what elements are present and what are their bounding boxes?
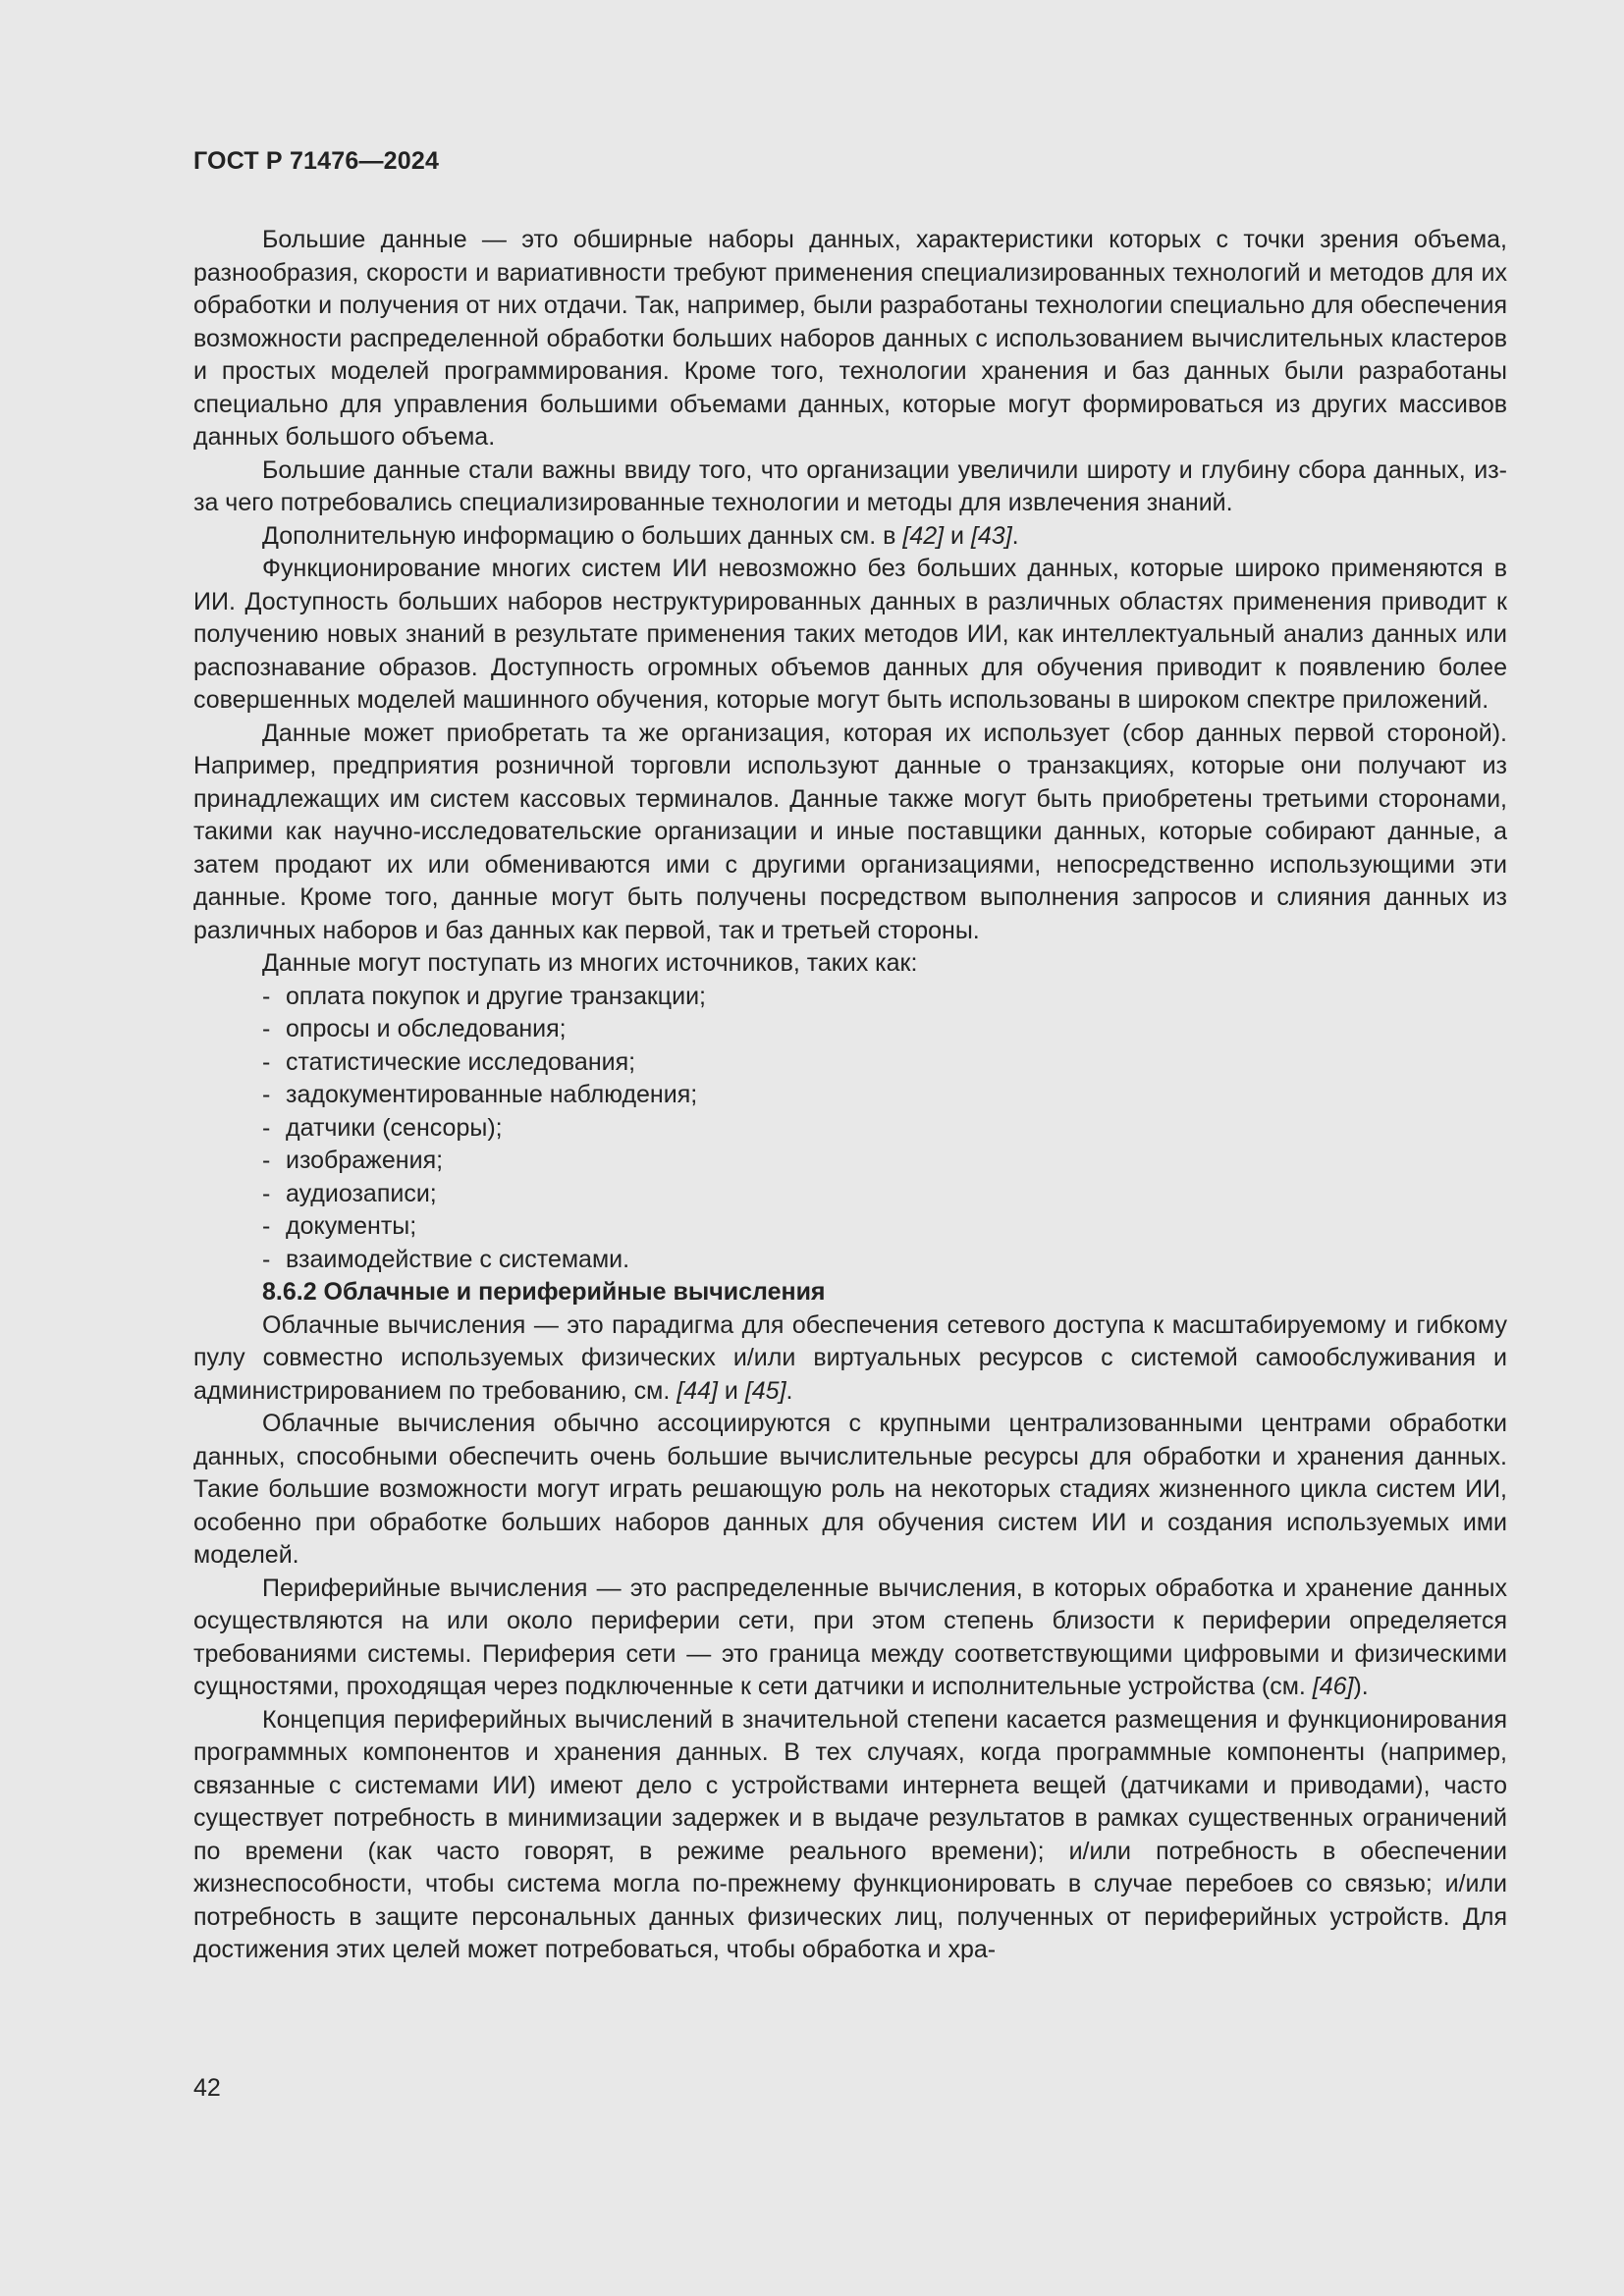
list-item-text: документы; — [286, 1212, 417, 1240]
text: и — [944, 521, 971, 550]
list-item — [262, 1013, 1507, 1046]
text: Периферийные вычисления — это распределенные вычисления, в которых обработка и хранение данных осуществляются на или около периферии сети, при этом степень близости к периферии определяется требованиями системы. Периферия сети — это граница между соответствующими цифровыми и физическими сущностями, проходящая через подключенные к сети датчики и исполнительные устройства (см. — [193, 1574, 1507, 1700]
paragraph-data-sources-intro: Данные могут поступать из многих источников, таких как: — [262, 949, 918, 977]
paragraph-edge-concept: Концепция периферийных вычислений в значительной степени касается размещения и функционирования программных компонентов и хранения данных. В тех случаях, когда программные компоненты (например, связанные с системами ИИ) имеют дело с устройствами интернета вещей (датчиками и приводами), часто существует потребность в минимизации задержек и в выдаче результатов в рамках существенных ограничений по времени (как часто говорят, в режиме реального времени); и/или потребность в обеспечении жизнеспособности, чтобы система могла по-прежнему функционировать в случае перебоев со связью; и/или потребность в защите персональных данных физических лиц, полученных от периферийных устройств. Для достижения этих целей может потребоваться, чтобы обработка и хра- — [193, 1705, 1507, 1963]
list-item-text: статистические исследования; — [286, 1047, 636, 1076]
list-item — [262, 981, 1507, 1014]
list-marker: - — [262, 1047, 271, 1076]
list-item — [262, 1079, 1507, 1112]
list-item — [262, 1112, 1507, 1146]
list-item-text: задокументированные наблюдения; — [286, 1081, 698, 1108]
text: . — [1011, 521, 1019, 550]
section-heading-cloud-edge: 8.6.2 Облачные и периферийные вычисления — [262, 1278, 826, 1306]
list-item-text: оплата покупок и другие транзакции; — [286, 982, 707, 1010]
text: Облачные вычисления — это парадигма для обеспечения сетевого доступа к масштабируемому и гибкому пулу совместно используемых физических и/или виртуальных ресурсов с системой самообслуживания и администрированием по требованию, см. — [193, 1310, 1507, 1405]
list-marker: - — [262, 1147, 271, 1174]
list-item-text: изображения; — [286, 1147, 444, 1174]
list-item — [262, 1178, 1507, 1211]
paragraph-edge-definition — [193, 1573, 1507, 1704]
paragraph-cloud-datacenters: Облачные вычисления обычно ассоциируются с крупными централизованными центрами обработки данных, способными обеспечить очень большие вычислительные ресурсы для обработки и хранения данных. Такие большие возможности могут играть решающую роль на некоторых стадиях жизненного цикла систем ИИ, особенно при обработке больших наборов данных для обучения систем ИИ и создания используемых ими моделей. — [193, 1410, 1507, 1569]
paragraph-big-data-importance: Большие данные стали важны ввиду того, что организации увеличили широту и глубину сбора данных, из-за чего потребовались специализированные технологии и методы для извлечения знаний. — [193, 455, 1507, 516]
text: и — [717, 1376, 745, 1405]
paragraph-ai-big-data: Функционирование многих систем ИИ невозможно без больших данных, которые широко применяются в ИИ. Доступность больших наборов неструктурированных данных в различных областях применения приводит к получению новых знаний в результате применения таких методов ИИ, как интеллектуальный анализ данных или распознавание образов. Доступность огромных объемов данных для обучения приводит к появлению более совершенных моделей машинного обучения, которые могут быть использованы в широком спектре приложений. — [193, 555, 1507, 714]
text: Дополнительную информацию о больших данных см. в — [262, 521, 903, 550]
list-marker: - — [262, 1015, 271, 1042]
list-item-text: взаимодействие с системами. — [286, 1245, 630, 1273]
data-sources-list — [193, 981, 1507, 1277]
list-marker: - — [262, 1081, 271, 1108]
list-marker: - — [262, 1212, 271, 1240]
paragraph-big-data-definition: Большие данные — это обширные наборы данных, характеристики которых с точки зрения объема, разнообразия, скорости и вариативности требуют применения специализированных технологий и методов для их обработки и получения от них отдачи. Так, например, были разработаны технологии специально для обеспечения возможности распределенной обработки больших наборов данных с использованием вычислительных кластеров и простых моделей программирования. Кроме того, технологии хранения и баз данных были разработаны специально для управления большими объемами данных, которые могут формироваться из других массивов данных большого объема. — [193, 226, 1507, 451]
list-item-text: датчики (сенсоры); — [286, 1113, 503, 1142]
reference-43: [43] — [970, 521, 1012, 550]
text: . — [785, 1376, 793, 1405]
reference-42: [42] — [902, 521, 945, 550]
list-item — [262, 1046, 1507, 1080]
standard-header: ГОСТ Р 71476—2024 — [193, 147, 440, 175]
text: ). — [1353, 1673, 1369, 1700]
list-marker: - — [262, 1245, 271, 1273]
paragraph-data-acquisition: Данные может приобретать та же организация, которая их использует (сбор данных первой стороной). Например, предприятия розничной торговли используют данные о транзакциях, которые они получают из принадлежащих им систем кассовых терминалов. Данные также могут быть приобретены третьими сторонами, такими как научно-исследовательские организации и иные поставщики данных, которые собирают данные, а затем продают их или обмениваются ими с другими организациями, непосредственно использующими эти данные. Кроме того, данные могут быть получены посредством выполнения запросов и слияния данных из различных наборов и баз данных как первой, так и третьей стороны. — [193, 719, 1507, 944]
reference-46: [46] — [1312, 1673, 1354, 1700]
page-number: 42 — [193, 2074, 221, 2102]
list-marker: - — [262, 982, 271, 1010]
paragraph-big-data-references — [193, 520, 1507, 554]
list-item-text: опросы и обследования; — [286, 1015, 567, 1042]
reference-45: [45] — [744, 1376, 786, 1405]
list-item-text: аудиозаписи; — [286, 1179, 437, 1207]
paragraph-cloud-definition — [193, 1309, 1507, 1409]
list-marker: - — [262, 1179, 271, 1207]
document-body — [193, 224, 1507, 1967]
list-item — [262, 1145, 1507, 1178]
reference-44: [44] — [677, 1376, 718, 1405]
list-item — [262, 1244, 1507, 1277]
list-item — [262, 1210, 1507, 1244]
list-marker: - — [262, 1113, 271, 1142]
